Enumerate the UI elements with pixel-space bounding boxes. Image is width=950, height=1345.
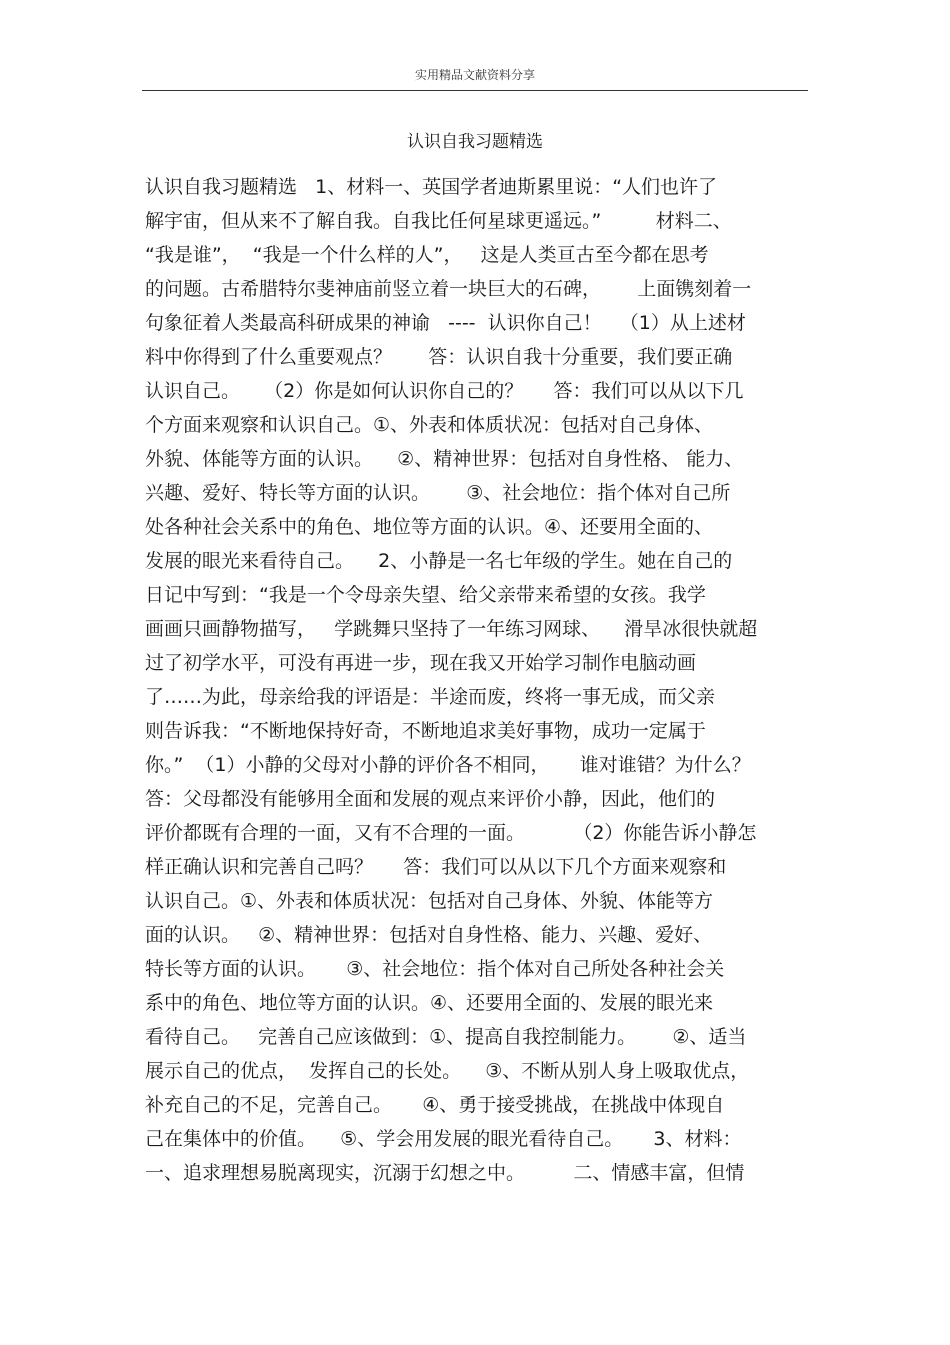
body-line: 答：父母都没有能够用全面和发展的观点来评价小静，因此，他们的 xyxy=(145,788,716,810)
page-header xyxy=(142,62,808,91)
body-line: 样正确认识和完善自己吗？ 答：我们可以从以下几个方面来观察和 xyxy=(145,856,727,878)
body-line: 了……为此，母亲给我的评语是：半途而废，终将一事无成，而父亲 xyxy=(145,686,716,708)
body-line: 特长等方面的认识。 ③、社会地位：指个体对自己所处各种社会关 xyxy=(145,958,725,980)
body-line: 个方面来观察和认识自己。①、外表和体质状况：包括对自己身体、 xyxy=(145,414,714,436)
body-line: 发展的眼光来看待自己。 2、小静是一名七年级的学生。她在自己的 xyxy=(145,550,733,572)
body-line: 系中的角色、地位等方面的认识。④、还要用全面的、发展的眼光来 xyxy=(145,992,714,1014)
body-line: 解宇宙，但从来不了解自我。自我比任何星球更遥远。” 材料二、 xyxy=(145,210,732,232)
body-line: 一、追求理想易脱离现实，沉溺于幻想之中。 二、情感丰富，但情 xyxy=(145,1162,745,1184)
body-line: “我是谁”， “我是一个什么样的人”， 这是人类亘古至今都在思考 xyxy=(145,244,709,266)
body-line: 认识自己。①、外表和体质状况：包括对自己身体、外貌、体能等方 xyxy=(145,890,714,912)
body-line: 过了初学水平，可没有再进一步，现在我又开始学习制作电脑动画 xyxy=(145,652,697,674)
body-line: 你。” （1）小静的父母对小静的评价各不相同， 谁对谁错？为什么？ xyxy=(145,754,751,776)
body-line: 外貌、体能等方面的认识。 ②、精神世界：包括对自身性格、 能力、 xyxy=(145,448,744,470)
body-line: 展示自己的优点， 发挥自己的长处。 ③、不断从别人身上吸取优点， xyxy=(145,1060,750,1082)
body-line: 句象征着人类最高科研成果的神谕 ---- 认识你自己！ （1）从上述材 xyxy=(145,312,746,334)
body-line: 面的认识。 ②、精神世界：包括对自身性格、能力、兴趣、爱好、 xyxy=(145,924,713,946)
body-line: 日记中写到：“我是一个令母亲失望、给父亲带来希望的女孩。我学 xyxy=(145,584,706,606)
body-line: 料中你得到了什么重要观点？ 答：认识自我十分重要，我们要正确 xyxy=(145,346,733,368)
body-line: 兴趣、爱好、特长等方面的认识。 ③、社会地位：指个体对自己所 xyxy=(145,482,731,504)
header-text: 实用精品文献资料分享 xyxy=(414,68,535,82)
body-line: 补充自己的不足，完善自己。 ④、勇于接受挑战，在挑战中体现自 xyxy=(145,1094,725,1116)
body-line: 则告诉我：“不断地保持好奇，不断地追求美好事物，成功一定属于 xyxy=(145,720,706,742)
document-title: 认识自我习题精选 xyxy=(407,132,543,152)
body-line: 处各种社会关系中的角色、地位等方面的认识。④、还要用全面的、 xyxy=(145,516,714,538)
body-line: 评价都既有合理的一面，又有不合理的一面。 （2）你能告诉小静怎 xyxy=(145,822,757,844)
body-line: 认识自己。 （2）你是如何认识你自己的？ 答：我们可以从以下几 xyxy=(145,380,744,402)
body-line: 认识自我习题精选 1、材料一、英国学者迪斯累里说：“人们也许了 xyxy=(145,176,718,198)
document-body xyxy=(145,170,825,1190)
body-line: 的问题。古希腊特尔斐神庙前竖立着一块巨大的石碑， 上面镌刻着一 xyxy=(145,278,752,300)
body-line: 看待自己。 完善自己应该做到：①、提高自我控制能力。 ②、适当 xyxy=(145,1026,747,1048)
body-line: 画画只画静物描写， 学跳舞只坚持了一年练习网球、 滑旱冰很快就超 xyxy=(145,618,758,640)
body-line: 己在集体中的价值。 ⑤、学会用发展的眼光看待自己。 3、材料： xyxy=(145,1128,742,1150)
